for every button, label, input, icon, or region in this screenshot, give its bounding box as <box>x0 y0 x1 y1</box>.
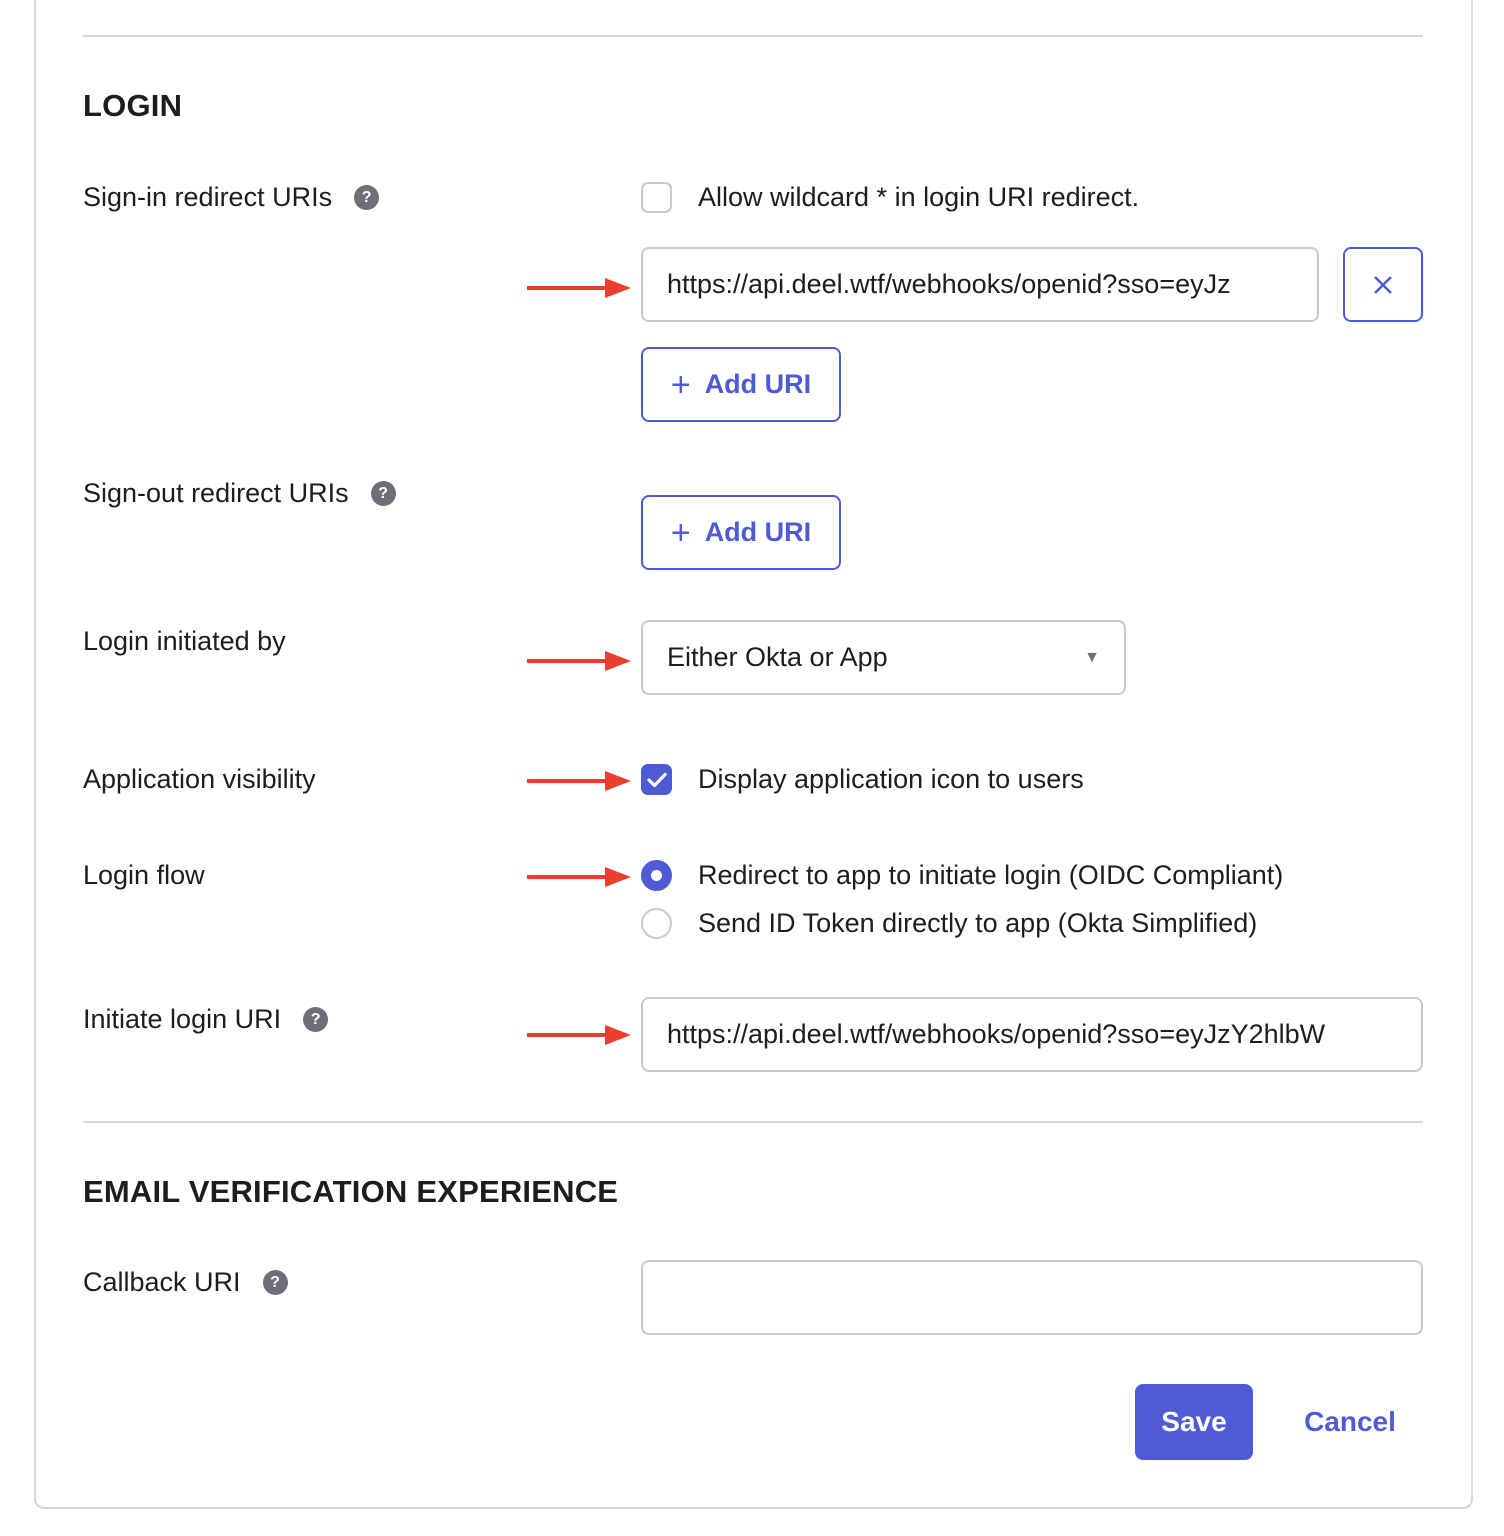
login-initiated-select[interactable] <box>641 620 1126 695</box>
plus-icon: + <box>670 365 691 404</box>
add-sign-in-uri-button[interactable] <box>641 347 841 422</box>
callback-uri-label-text: Callback URI <box>83 1267 241 1297</box>
caret-down-icon: ▼ <box>1084 648 1100 666</box>
arrow-icon <box>527 276 631 300</box>
arrow-icon <box>527 1023 631 1047</box>
initiate-login-uri-value: https://api.deel.wtf/webhooks/openid?sso=eyJzY2hlbW <box>667 1019 1326 1049</box>
login-flow-label <box>83 860 205 891</box>
wildcard-checkbox[interactable] <box>641 182 672 213</box>
initiate-login-uri-label <box>83 1004 328 1035</box>
app-visibility-label-text: Application visibility <box>83 764 316 794</box>
login-flow-radio-oidc[interactable] <box>641 860 672 891</box>
sign-in-uri-value: https://api.deel.wtf/webhooks/openid?sso=eyJz <box>667 269 1231 299</box>
initiate-login-uri-label-text: Initiate login URI <box>83 1004 282 1034</box>
help-icon[interactable]: ? <box>354 185 379 210</box>
save-button[interactable]: Save <box>1135 1384 1253 1460</box>
email-section-title: EMAIL VERIFICATION EXPERIENCE <box>83 1174 619 1209</box>
login-flow-label-text: Login flow <box>83 860 205 890</box>
plus-icon: + <box>670 513 691 552</box>
login-flow-option-oidc[interactable] <box>641 860 1283 891</box>
login-flow-option-simplified[interactable] <box>641 908 1257 939</box>
login-flow-simplified-label: Send ID Token directly to app (Okta Simplified) <box>698 908 1258 938</box>
top-divider <box>83 35 1423 37</box>
display-icon-label: Display application icon to users <box>698 764 1084 794</box>
callback-uri-label <box>83 1267 288 1298</box>
login-initiated-label <box>83 626 286 657</box>
help-icon[interactable]: ? <box>371 481 396 506</box>
display-icon-checkbox[interactable] <box>641 764 672 795</box>
add-sign-out-uri-button[interactable] <box>641 495 841 570</box>
login-section-title: LOGIN <box>83 88 183 123</box>
wildcard-label: Allow wildcard * in login URI redirect. <box>698 182 1140 212</box>
sign-in-redirect-label-text: Sign-in redirect URIs <box>83 182 333 212</box>
wildcard-option[interactable] <box>641 182 1139 213</box>
arrow-icon <box>527 865 631 889</box>
add-sign-in-uri-label: Add URI <box>704 369 812 399</box>
radio-dot <box>651 870 662 881</box>
sign-out-redirect-label-text: Sign-out redirect URIs <box>83 478 349 508</box>
sign-out-redirect-label <box>83 478 396 509</box>
sign-in-uri-input[interactable] <box>641 247 1319 322</box>
help-icon[interactable]: ? <box>263 1270 288 1295</box>
arrow-icon <box>527 649 631 673</box>
login-flow-oidc-label: Redirect to app to initiate login (OIDC Compliant) <box>698 860 1284 890</box>
arrow-icon <box>527 769 631 793</box>
initiate-login-uri-input[interactable] <box>641 997 1423 1072</box>
help-icon[interactable]: ? <box>303 1007 328 1032</box>
close-icon <box>1372 274 1394 296</box>
remove-uri-button[interactable] <box>1343 247 1423 322</box>
checkmark-icon <box>647 772 667 788</box>
app-visibility-label <box>83 764 316 795</box>
section-divider <box>83 1121 1423 1123</box>
display-icon-option[interactable] <box>641 764 1084 795</box>
callback-uri-input[interactable] <box>641 1260 1423 1335</box>
sign-in-redirect-label <box>83 182 379 213</box>
add-sign-out-uri-label: Add URI <box>704 517 812 547</box>
cancel-button[interactable]: Cancel <box>1304 1406 1396 1437</box>
login-flow-radio-simplified[interactable] <box>641 908 672 939</box>
login-initiated-value: Either Okta or App <box>667 642 888 672</box>
login-initiated-label-text: Login initiated by <box>83 626 286 656</box>
